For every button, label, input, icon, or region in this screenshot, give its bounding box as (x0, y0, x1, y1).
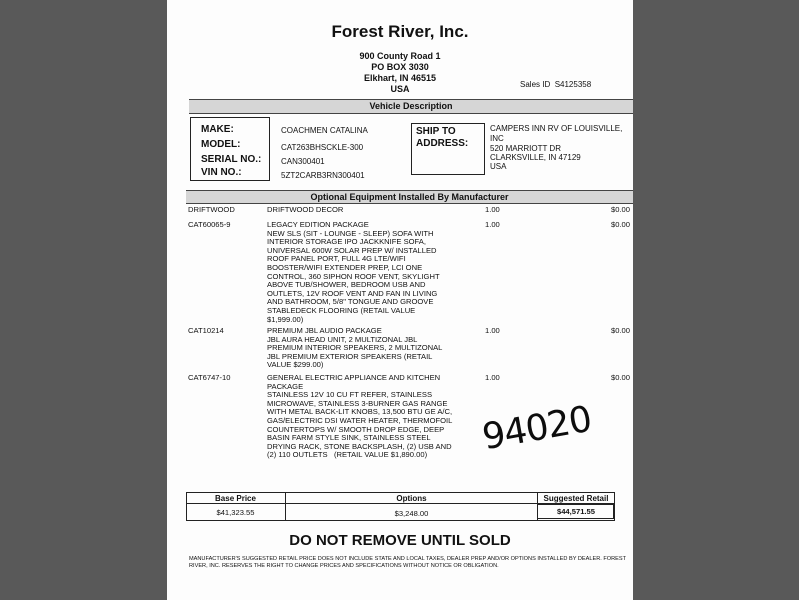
model-value: CAT263BHSCKLE-300 (281, 143, 364, 152)
make-value: COACHMEN CATALINA (281, 126, 368, 135)
sales-id-value: S4125358 (554, 80, 592, 89)
suggested-retail-label: Suggested Retail (543, 494, 609, 503)
option-code: CAT10214 (188, 326, 224, 335)
option-description: DRIFTWOOD DECOR (267, 205, 344, 214)
ship-to-line-4: CLARKSVILLE, IN 47129 (490, 153, 581, 162)
options-total-value: $3,248.00 (394, 509, 429, 518)
vin-value: 5ZT2CARB3RN300401 (281, 171, 365, 180)
address-label: ADDRESS: (416, 138, 469, 149)
option-qty: 1.00 (485, 373, 500, 382)
ship-to-label: SHIP TO (416, 126, 456, 137)
fine-print: MANUFACTURER'S SUGGESTED RETAIL PRICE DOES NOT INCLUDE STATE AND LOCAL TAXES, DEALER PREP AND/OR OPTIONS INSTALLED BY DEALER. FOREST RIVER, INC. RESERVES THE RIGHT TO CHANGE PRICES AND SPECIFICATIONS WITHOUT NOTICE OR OBLIGATION. (189, 556, 626, 569)
make-label: MAKE: (201, 124, 234, 135)
ship-to-line-2: INC (490, 134, 504, 143)
option-qty: 1.00 (485, 326, 500, 335)
address-line-3: Elkhart, IN 46515 (363, 73, 437, 83)
option-price: $0.00 (611, 205, 631, 214)
option-description: LEGACY EDITION PACKAGE NEW SLS (SIT - LOUNGE - SLEEP) SOFA WITH INTERIOR STORAGE IPO JACKKNIFE SOFA, UNIVERSAL 600W SOLAR PREP W/ INSTALLED ROOF PANEL PORT, FULL 4G LTE/WIFI BOOSTER/WIFI EXTENDER PREP, LCI ONE CONTROL, 360 SIPHON ROOF VENT, SKYLIGHT ABOVE TUB/SHOWER, BEDROOM USB AND OUTLETS, 12V ROOF VENT AND FAN IN LIVING AND BATHROOM, 5/8" TONGUE AND GROOVE STABLEDECK FLOORING (RETAIL VALUE $1,999.00) (267, 220, 440, 324)
serial-value: CAN300401 (281, 157, 325, 166)
option-description: PREMIUM JBL AUDIO PACKAGE JBL AURA HEAD UNIT, 2 MULTIZONAL JBL PREMIUM INTERIOR SPEAKERS, 2 MULTIZONAL JBL PREMIUM EXTERIOR SPEAKERS (RETAIL VALUE $299.00) (267, 326, 443, 370)
option-description: GENERAL ELECTRIC APPLIANCE AND KITCHEN PACKAGE STAINLESS 12V 10 CU FT REFER, STAINLESS MICROWAVE, STAINLESS 3-BURNER GAS RANGE WITH METAL BACK-LIT KNOBS, 13,500 BTU GE A/C, GAS/ELECTRIC DSI WATER HEATER, THERMOFOIL COUNTERTOPS W/ SMOOTH DROP EDGE, DEEP BASIN FARM STYLE SINK, STAINLESS STEEL DRYING RACK, STONE BACKSPLASH, (2) USB AND (2) 110 OUTLETS (RETAIL VALUE $1,890.00) (267, 373, 453, 460)
base-price-label: Base Price (215, 494, 256, 503)
serial-label: SERIAL NO.: (201, 154, 262, 165)
option-price: $0.00 (611, 220, 631, 229)
option-qty: 1.00 (485, 205, 500, 214)
sales-id (520, 80, 591, 89)
option-code: DRIFTWOOD (188, 205, 235, 214)
ship-to-line-5: USA (490, 162, 507, 171)
model-label: MODEL: (201, 139, 241, 150)
option-code: CAT60065-9 (188, 220, 231, 229)
suggested-retail-value: $44,571.55 (556, 507, 595, 516)
vehicle-description-header: Vehicle Description (189, 99, 633, 114)
vin-label: VIN NO.: (201, 167, 242, 178)
handwritten-note: 94020 (479, 398, 595, 459)
company-name: Forest River, Inc. (331, 22, 469, 41)
option-price: $0.00 (611, 326, 631, 335)
option-price: $0.00 (611, 373, 631, 382)
optional-equipment-header: Optional Equipment Installed By Manufacturer (186, 190, 633, 204)
ship-to-line-3: 520 MARRIOTT DR (490, 144, 561, 153)
address-line-4: USA (390, 84, 410, 94)
address-line-1: 900 County Road 1 (359, 51, 441, 61)
options-total-label: Options (396, 494, 427, 503)
window-sticker-document (167, 0, 633, 600)
option-qty: 1.00 (485, 220, 500, 229)
sales-id-label: Sales ID (520, 80, 551, 89)
option-code: CAT6747-10 (188, 373, 231, 382)
do-not-remove-notice: DO NOT REMOVE UNTIL SOLD (289, 532, 511, 549)
ship-to-line-1: CAMPERS INN RV OF LOUISVILLE, (490, 124, 623, 133)
address-line-2: PO BOX 3030 (371, 62, 429, 72)
base-price-value: $41,323.55 (216, 508, 255, 517)
